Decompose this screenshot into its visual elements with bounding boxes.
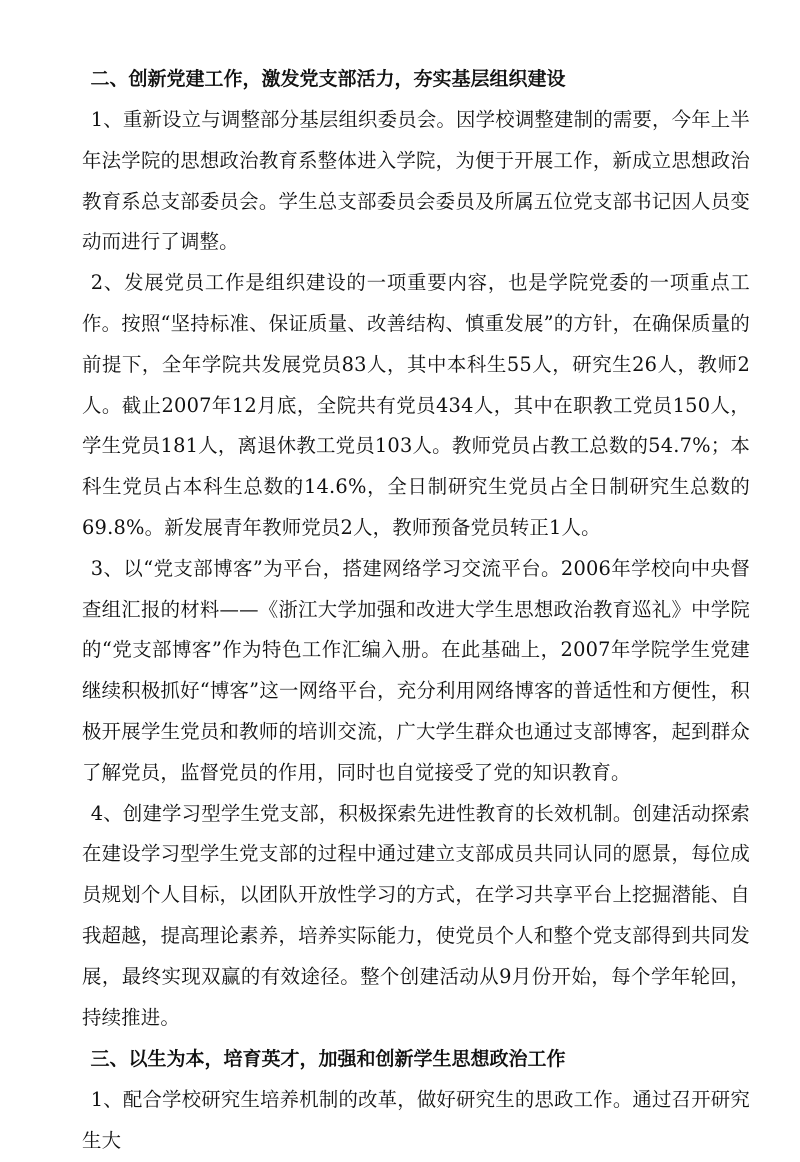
paragraph-party-branch-blog: 3、以“党支部博客”为平台，搭建网络学习交流平台。2006年学校向中央督查组汇报的材料——《浙江大学加强和改进大学生思想政治教育巡礼》中学院的“党支部博客”作为特色工作汇编入册。在此基础上，2007年学院学生党建继续积极抓好“博客”这一网络平台，充分利用网络博客的普适性和方便性，积极开展学生党员和教师的培训交流，广大学生群众也通过支部博客，起到群众了解党员，监督党员的作用，同时也自觉接受了党的知识教育。 [82, 556, 750, 784]
section-heading-party-building: 二、创新党建工作，激发党支部活力，夯实基层组织建设 [90, 68, 566, 90]
paragraph-graduate-work: 1、配合学校研究生培养机制的改革，做好研究生的思政工作。通过召开研究生大 [82, 1088, 750, 1153]
document-page [82, 58, 750, 1162]
paragraph-learning-branch: 4、创建学习型学生党支部，积极探索先进性教育的长效机制。创建活动探索在建设学习型学生党支部的过程中通过建立支部成员共同认同的愿景，每位成员规划个人目标，以团队开放性学习的方式，在学习共享平台上挖掘潜能、自我超越，提高理论素养，培养实际能力，使党员个人和整个党支部得到共同发展，最终实现双赢的有效途径。整个创建活动从9月份开始，每个学年轮回，持续推进。 [82, 801, 750, 1029]
paragraph-organization-committees: 1、重新设立与调整部分基层组织委员会。因学校调整建制的需要，今年上半年法学院的思想政治教育系整体进入学院，为便于开展工作，新成立思想政治教育系总支部委员会。学生总支部委员会委员及所属五位党支部书记因人员变动而进行了调整。 [82, 108, 750, 254]
paragraph-member-development: 2、发展党员工作是组织建设的一项重要内容，也是学院党委的一项重点工作。按照“坚持标准、保证质量、改善结构、慎重发展”的方针，在确保质量的前提下，全年学院共发展党员83人，其中本科生55人，研究生26人，教师2人。截止2007年12月底，全院共有党员434人，其中在职教工党员150人，学生党员181人，离退休教工党员103人。教师党员占教工总数的54.7%；本科生党员占本科生总数的14.6%，全日制研究生党员占全日制研究生总数的69.8%。新发展青年教师党员2人，教师预备党员转正1人。 [82, 271, 750, 539]
section-heading-student-work: 三、以生为本，培育英才，加强和创新学生思想政治工作 [90, 1048, 566, 1071]
